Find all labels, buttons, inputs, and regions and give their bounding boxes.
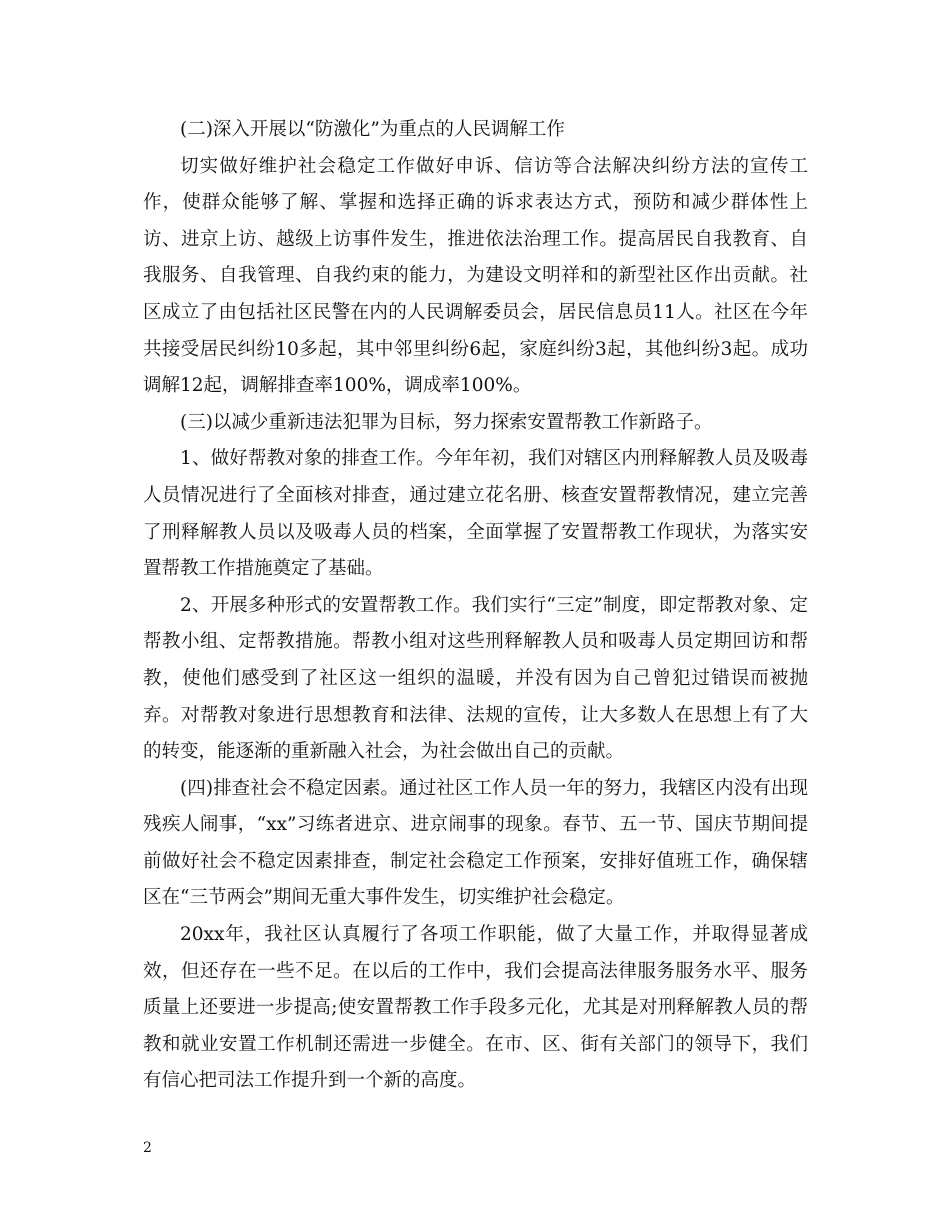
paragraph-assistance-work: 2、开展多种形式的安置帮教工作。我们实行“三定”制度，即定帮教对象、定帮教小组、定帮教措施。帮教小组对这些刑释解教人员和吸毒人员定期回访和帮教，使他们感受到了社区这一组织的温暖，并没有因为自己曾犯过错误而被抛弃。对帮教对象进行思想教育和法律、法规的宣传，让大多数人在思想上有了大的转变，能逐渐的重新融入社会，为社会做出自己的贡献。 bbox=[143, 594, 808, 763]
section-heading-resettlement: (三)以减少重新违法犯罪为目标，努力探索安置帮教工作新路子。 bbox=[180, 411, 713, 433]
page-number: 2 bbox=[143, 1140, 152, 1156]
paragraph-mediation-work: 切实做好维护社会稳定工作做好申诉、信访等合法解决纠纷方法的宣传工作，使群众能够了解、掌握和选择正确的诉求表达方式，预防和减少群体性上访、进京上访、越级上访事件发生，推进依法治理工作。提高居民自我教育、自我服务、自我管理、自我约束的能力，为建设文明祥和的新型社区作出贡献。社区成立了由包括社区民警在内的人民调解委员会，居民信息员11人。社区在今年共接受居民纠纷10多起，其中邻里纠纷6起，家庭纠纷3起，其他纠纷3起。成功调解12起，调解排查率100%，调成率100%。 bbox=[143, 155, 808, 397]
section-heading-mediation: (二)深入开展以“防激化”为重点的人民调解工作 bbox=[180, 119, 565, 140]
paragraph-instability-factors: (四)排查社会不稳定因素。通过社区工作人员一年的努力，我辖区内没有出现残疾人闹事，“xx”习练者进京、进京闹事的现象。春节、五一节、国庆节期间提前做好社会不稳定因素排查，制定社会稳定工作预案，安排好值班工作，确保辖区在“三节两会”期间无重大事件发生，切实维护社会稳定。 bbox=[143, 777, 808, 909]
document-body bbox=[143, 112, 808, 1100]
paragraph-summary: 20xx年，我社区认真履行了各项工作职能，做了大量工作，并取得显著成效，但还存在一些不足。在以后的工作中，我们会提高法律服务服务水平、服务质量上还要进一步提高;使安置帮教工作手段多元化，尤其是对刑释解教人员的帮教和就业安置工作机制还需进一步健全。在市、区、街有关部门的领导下，我们有信心把司法工作提升到一个新的高度。 bbox=[143, 924, 808, 1092]
paragraph-screening-work: 1、做好帮教对象的排查工作。今年年初，我们对辖区内刑释解教人员及吸毒人员情况进行了全面核对排查，通过建立花名册、核查安置帮教情况，建立完善了刑释解教人员以及吸毒人员的档案，全面掌握了安置帮教工作现状，为落实安置帮教工作措施奠定了基础。 bbox=[143, 448, 808, 580]
